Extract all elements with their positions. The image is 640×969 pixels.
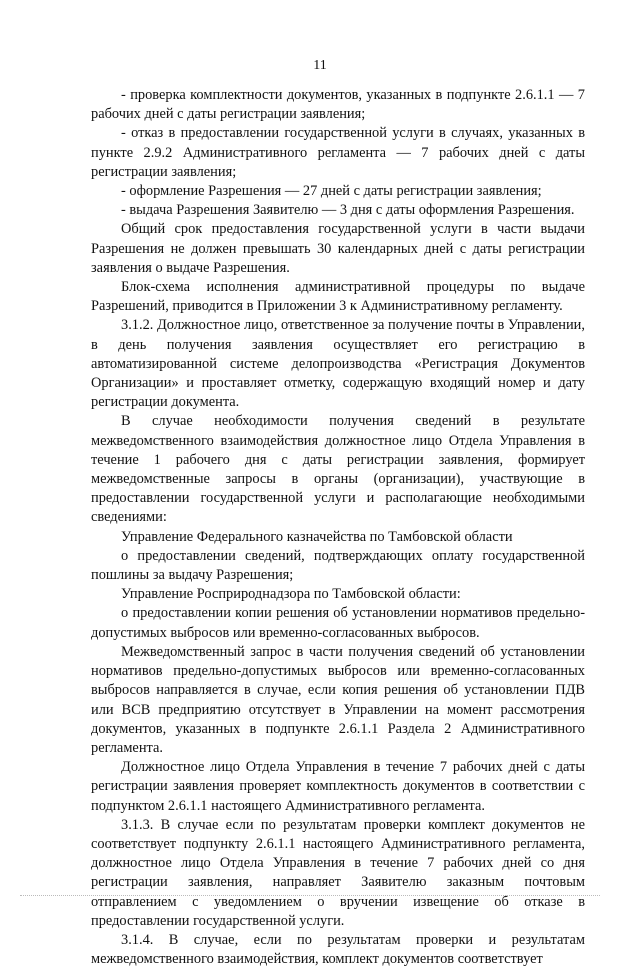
paragraph-issuance-prep: - оформление Разрешения — 27 дней с даты регистрации заявления; <box>121 183 542 200</box>
paragraph-interagency: В случае необходимости получения сведений в результате межведомственного взаимодействия должностное лицо Отдела Управления в течение 1 рабочего дня с даты регистрации заявления, формирует межведомственные запросы в органы (организации), участвующие в предоставлении государственной услуги и располагающие необходимыми сведениями: <box>91 413 585 526</box>
scan-edge-line <box>20 895 600 897</box>
paragraph-flowchart: Блок-схема исполнения административной процедуры по выдаче Разрешений, приводится в Приложении 3 к Административному регламенту. <box>91 279 585 315</box>
paragraph-request-conditions: Межведомственный запрос в части получения сведений об установлении нормативов предельно-допустимых выбросов или временно-согласованных выбросов направляется в случае, если копия решения об установлении ПДВ или ВСВ предприятию отсутствует в Управлении на момент рассмотрения документов, указанных в подпункте 2.6.1.1 Раздела 2 Административного регламента. <box>91 643 585 756</box>
paragraph-refusal: - отказ в предоставлении государственной услуги в случаях, указанных в пункте 2.9.2 Административного регламента — 7 рабочих дней с даты регистрации заявления; <box>91 125 585 180</box>
paragraph-total-term: Общий срок предоставления государственной услуги в части выдачи Разрешения не должен превышать 30 календарных дней с даты регистрации заявления о выдаче Разрешения. <box>91 221 585 276</box>
document-body <box>91 86 585 969</box>
page-number: 11 <box>313 58 327 73</box>
paragraph-check-completeness: - проверка комплектности документов, указанных в подпункте 2.6.1.1 — 7 рабочих дней с даты регистрации заявления; <box>91 87 585 123</box>
paragraph-check-period: Должностное лицо Отдела Управления в течение 7 рабочих дней с даты регистрации заявления проверяет комплектность документов в соответствии с подпунктом 2.6.1.1 настоящего Административного регламента. <box>91 759 585 814</box>
paragraph-fee-info: о предоставлении сведений, подтверждающих оплату государственной пошлины за выдачу Разрешения; <box>91 547 585 584</box>
paragraph-rosprirodnadzor: Управление Росприроднадзора по Тамбовской области: <box>121 586 461 603</box>
paragraph-3-1-3: 3.1.3. В случае если по результатам проверки комплект документов не соответствует подпункту 2.6.1.1 настоящего Административного регламента, должностное лицо Отдела Управления в течение 7 рабочих дней со дня регистрации заявления, направляет Заявителю заказным почтовым отправлением с уведомлением о вручении извещение об отказе в предоставлении государственной услуги. <box>91 816 585 929</box>
paragraph-3-1-4: 3.1.4. В случае, если по результатам проверки и результатам межведомственного взаимодействия, комплект документов соответствует <box>91 931 585 968</box>
paragraph-3-1-2: 3.1.2. Должностное лицо, ответственное за получение почты в Управлении, в день получения заявления осуществляет его регистрацию в автоматизированной системе делопроизводства «Регистрация Документов Организации» и проставляет отметку, содержащую входящий номер и дату регистрации документа. <box>91 317 585 411</box>
paragraph-treasury: Управление Федерального казначейства по Тамбовской области <box>121 528 513 545</box>
paragraph-decision-copy: о предоставлении копии решения об установлении нормативов предельно-допустимых выбросов или временно-согласованных выбросов. <box>91 605 585 641</box>
paragraph-issuance: - выдача Разрешения Заявителю — 3 дня с даты оформления Разрешения. <box>121 202 575 219</box>
